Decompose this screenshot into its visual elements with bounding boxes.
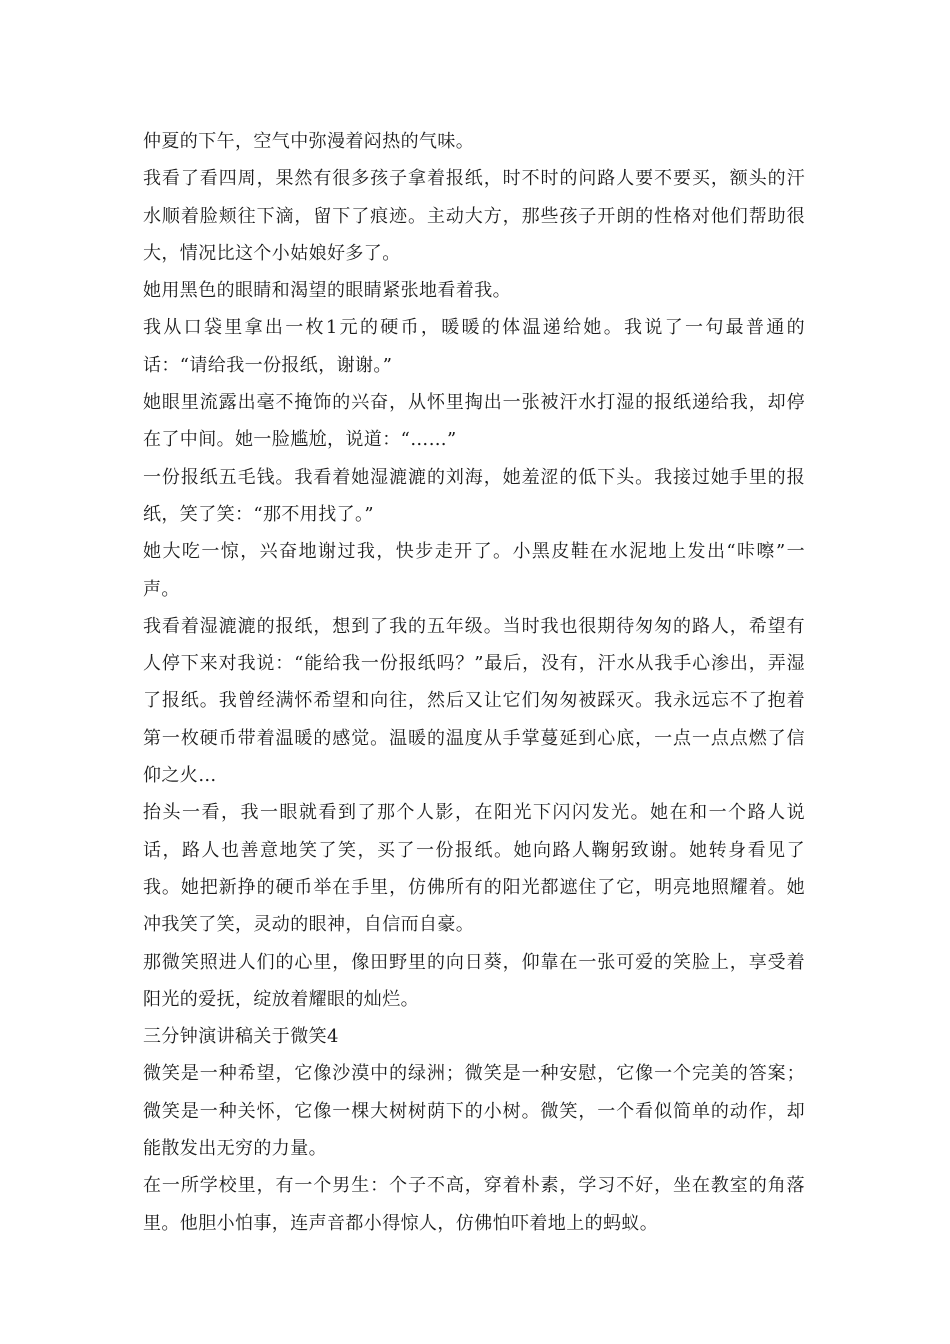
paragraph: 微笑是一种希望，它像沙漠中的绿洲；微笑是一种安慰，它像一个完美的答案；微笑是一种关怀，它像一棵大树树荫下的小树。微笑，一个看似简单的动作，却能散发出无穷的力量。 <box>143 1063 805 1160</box>
paragraph: 在一所学校里，有一个男生：个子不高，穿着朴素，学习不好，坐在教室的角落里。他胆小怕事，连声音都小得惊人，仿佛怕吓着地上的蚂蚁。 <box>143 1175 805 1234</box>
paragraph: 抬头一看，我一眼就看到了那个人影，在阳光下闪闪发光。她在和一个路人说话，路人也善意地笑了笑，买了一份报纸。她向路人鞠躬致谢。她转身看见了我。她把新挣的硬币举在手里，仿佛所有的阳光都遮住了它，明亮地照耀着。她冲我笑了笑，灵动的眼神，自信而自豪。 <box>143 802 805 936</box>
paragraph: 一份报纸五毛钱。我看着她湿漉漉的刘海，她羞涩的低下头。我接过她手里的报纸，笑了笑：“那不用找了。” <box>143 466 805 525</box>
paragraph: 她用黑色的眼睛和渴望的眼睛紧张地看着我。 <box>143 280 511 302</box>
paragraph: 我看着湿漉漉的报纸，想到了我的五年级。当时我也很期待匆匆的路人，希望有人停下来对我说：“能给我一份报纸吗？”最后，没有，汗水从我手心渗出，弄湿了报纸。我曾经满怀希望和向往，然后又让它们匆匆被踩灭。我永远忘不了抱着第一枚硬币带着温暖的感觉。温暖的温度从手掌蔓延到心底，一点一点点燃了信仰之火… <box>143 615 805 787</box>
paragraph: 她大吃一惊，兴奋地谢过我，快步走开了。小黑皮鞋在水泥地上发出“咔嚓”一声。 <box>143 541 805 600</box>
paragraph: 我从口袋里拿出一枚1元的硬币，暖暖的体温递给她。我说了一句最普通的话：“请给我一份报纸，谢谢。” <box>143 317 805 376</box>
paragraph: 她眼里流露出毫不掩饰的兴奋，从怀里掏出一张被汗水打湿的报纸递给我，却停在了中间。她一脸尴尬，说道：“……” <box>143 392 805 451</box>
paragraph: 那微笑照进人们的心里，像田野里的向日葵，仰靠在一张可爱的笑脸上，享受着阳光的爱抚，绽放着耀眼的灿烂。 <box>143 951 805 1010</box>
section-heading: 三分钟演讲稿关于微笑4 <box>143 1026 339 1048</box>
document-body <box>143 123 805 1242</box>
paragraph: 我看了看四周，果然有很多孩子拿着报纸，时不时的问路人要不要买，额头的汗水顺着脸颊往下滴，留下了痕迹。主动大方，那些孩子开朗的性格对他们帮助很大，情况比这个小姑娘好多了。 <box>143 168 805 264</box>
paragraph: 仲夏的下午，空气中弥漫着闷热的气味。 <box>143 131 475 152</box>
